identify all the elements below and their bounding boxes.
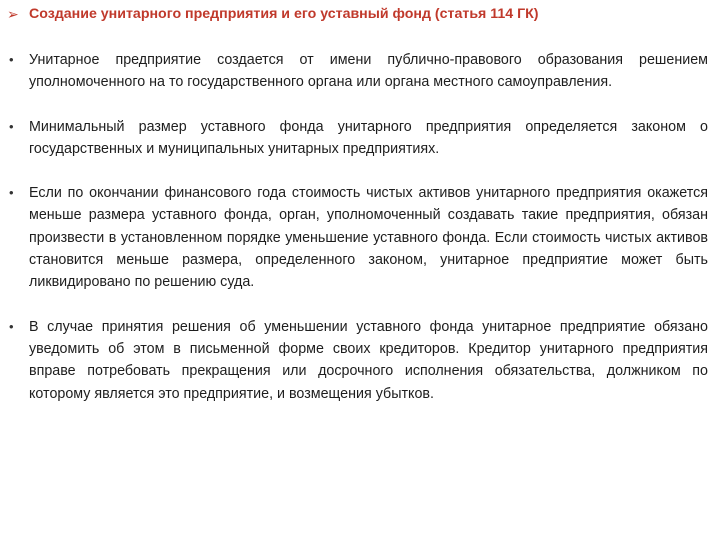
bullet-text: В случае принятия решения об уменьшении уставного фонда унитарное предприятие обязано уведомить об этом в письменной форме своих кредиторов. Кредитор унитарного предприятия вправе потребовать прекращения или досрочного исполнения обязательства, должником по которому является это предприятие, и возмещения убытков. bbox=[29, 318, 708, 402]
arrow-bullet-icon: ➢ bbox=[7, 6, 19, 22]
bullet-text: Если по окончании финансового года стоимость чистых активов унитарного предприятия окажется меньше размера уставного фонда, орган, уполномоченный создавать такие предприятия, обязан произвести в установленном порядке уменьшение уставного фонда. Если стоимость чистых активов становится меньше размера, определенного законом, унитарное предприятие может быть ликвидировано по решению суда. bbox=[29, 185, 708, 291]
bullet-item bbox=[7, 49, 708, 94]
bullet-dot-icon: • bbox=[9, 118, 14, 134]
bullet-dot-icon: • bbox=[9, 185, 14, 201]
bullet-text: Минимальный размер уставного фонда унитарного предприятия определяется законом о государственных и муниципальных унитарных предприятиях. bbox=[29, 118, 708, 157]
title-row bbox=[7, 4, 708, 30]
slide-title: Создание унитарного предприятия и его уставный фонд (статья 114 ГК) bbox=[29, 6, 539, 22]
bullet-text: Унитарное предприятие создается от имени публично-правового образования решением уполномоченного на то государственного органа или органа местного самоуправления. bbox=[29, 52, 708, 91]
bullet-item bbox=[7, 316, 708, 405]
bullet-dot-icon: • bbox=[9, 52, 14, 67]
bullet-dot-icon: • bbox=[9, 318, 14, 334]
bullet-item bbox=[7, 116, 708, 161]
bullet-list bbox=[7, 49, 708, 405]
bullet-item bbox=[7, 182, 708, 293]
